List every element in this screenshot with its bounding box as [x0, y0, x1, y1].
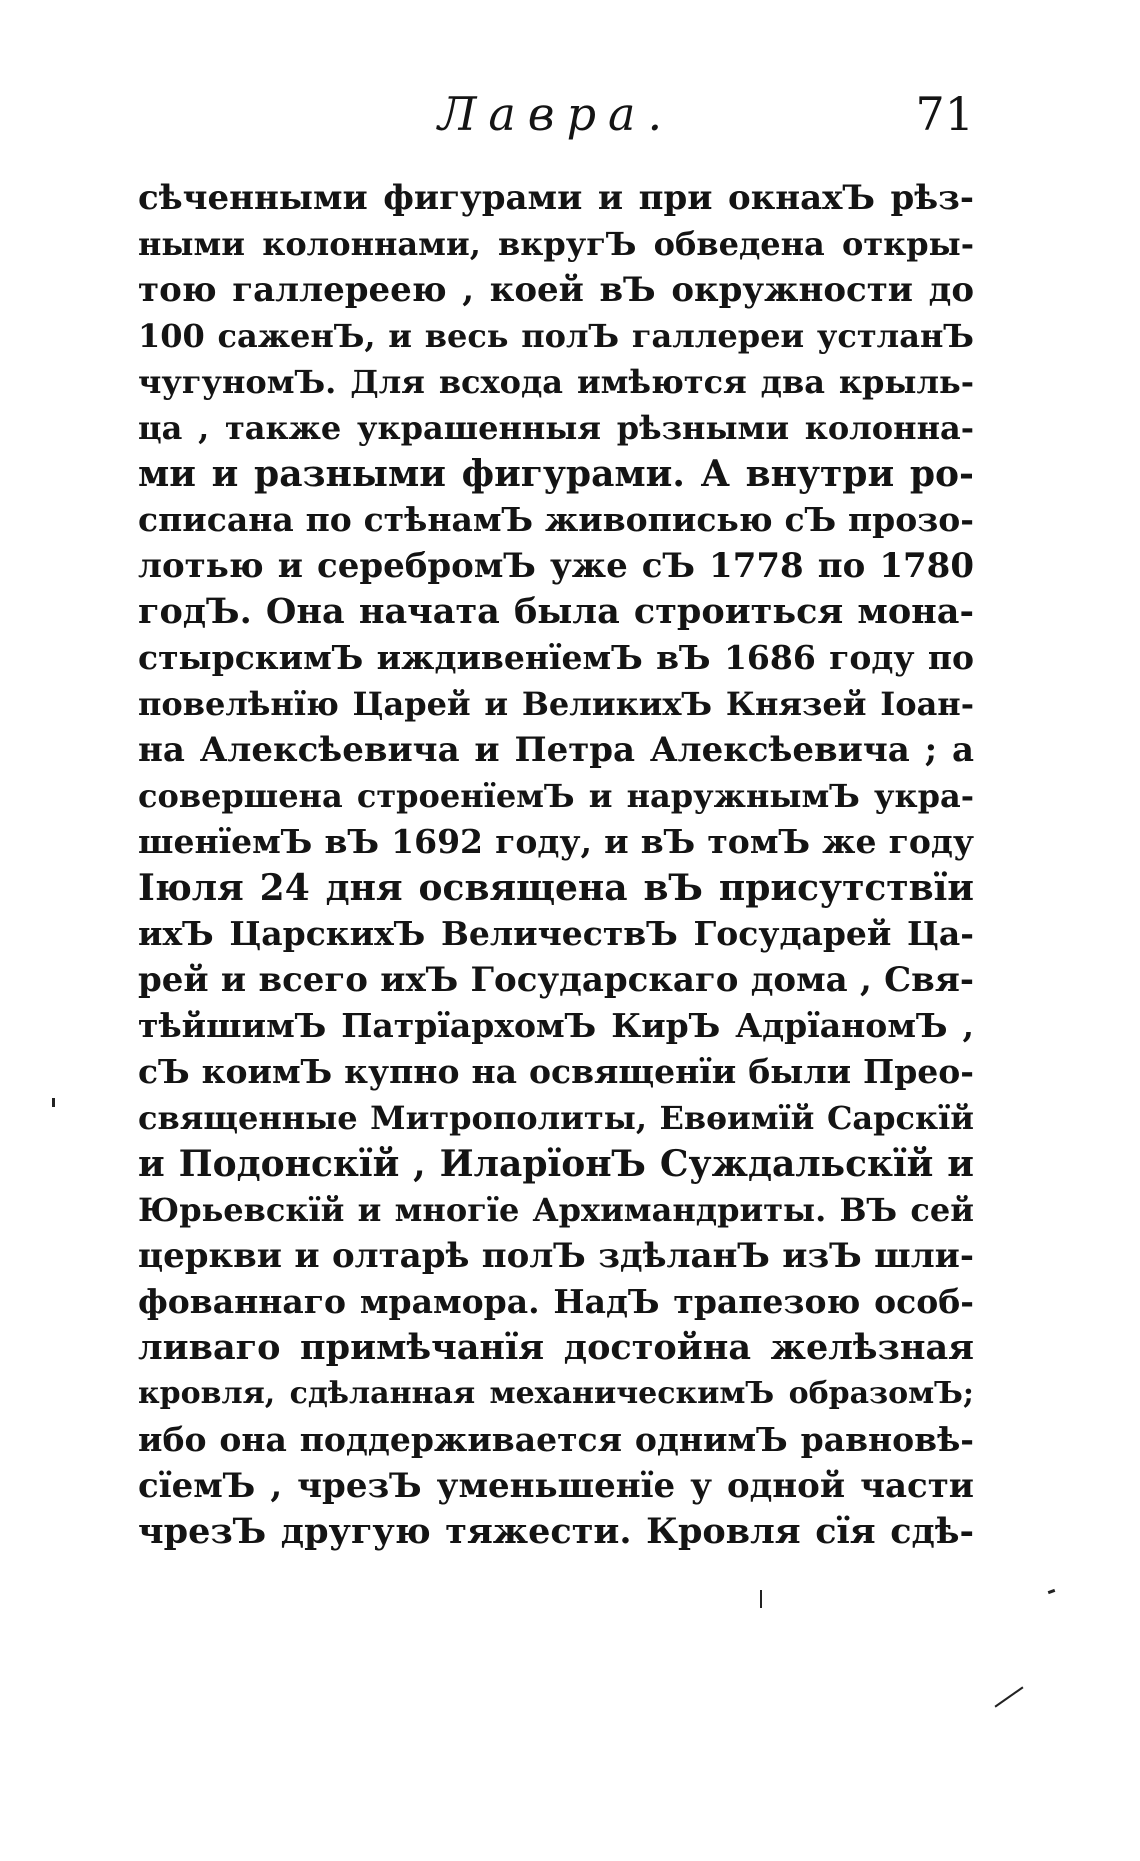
text-line: чугуномЪ. Для всхода имѣются два крыль-: [138, 363, 974, 401]
text-line: 100 саженЪ, и весь полЪ галлереи устланЪ: [138, 317, 974, 355]
text-line: чрезЪ другую тяжести. Кровля сїя сдѣ-: [138, 1511, 974, 1552]
text-line: стырскимЪ иждивенїемЪ вЪ 1686 году по: [138, 638, 974, 677]
text-line: списана по стѣнамЪ живописью сЪ прозо-: [138, 500, 974, 539]
text-line: ихЪ ЦарскихЪ ВеличествЪ Государей Ца-: [138, 914, 974, 953]
ink-speck: [760, 1590, 762, 1608]
text-line: ными колоннами, вкругЪ обведена откры-: [138, 225, 974, 263]
text-line: рей и всего ихЪ Государскаго дома , Свя-: [138, 960, 974, 1000]
ink-speck: [1048, 1589, 1056, 1594]
body-text: [138, 175, 974, 1555]
text-line: и Подонскїй , ИларїонЪ Суждальскїй и: [138, 1143, 974, 1185]
ink-speck: [52, 1098, 55, 1107]
text-line: ибо она поддерживается однимЪ равновѣ-: [138, 1420, 974, 1459]
text-line: священные Митрополиты, Евѳимїй Сарскїй: [138, 1099, 974, 1137]
text-line: шенїемЪ вЪ 1692 году, и вЪ томЪ же году: [138, 822, 974, 861]
text-line: сїемЪ , чрезЪ уменьшенїе у одной части: [138, 1466, 974, 1506]
text-line: лотью и серебромЪ уже сЪ 1778 по 1780: [138, 546, 974, 586]
text-line: тѣйшимЪ ПатрїархомЪ КирЪ АдрїаномЪ ,: [138, 1006, 974, 1045]
page-number: 71: [915, 87, 974, 141]
text-line: фованнаго мрамора. НадЪ трапезою особ-: [138, 1282, 974, 1321]
text-line: Іюля 24 дня освящена вЪ присутствїи: [138, 867, 974, 909]
text-line: на Алексѣевича и Петра Алексѣевича ; а: [138, 730, 974, 770]
text-line: ливаго примѣчанїя достойна желѣзная: [138, 1327, 974, 1368]
text-line: Юрьевскїй и многїе Архимандриты. ВЪ сей: [138, 1191, 974, 1229]
text-line: тою галлереею , коей вЪ окружности до: [138, 270, 974, 310]
running-title: Лавра.: [438, 87, 675, 141]
text-line: ми и разными фигурами. А внутри ро-: [138, 453, 974, 495]
text-line: годЪ. Она начата была строиться мона-: [138, 591, 974, 632]
text-line: ца , также украшенныя рѣзными колонна-: [138, 409, 974, 447]
text-line: сѣченными фигурами и при окнахЪ рѣз-: [138, 178, 974, 218]
text-line: повелѣнїю Царей и ВеликихЪ Князей Іоан-: [138, 685, 974, 723]
text-line: совершена строенїемЪ и наружнымЪ укра-: [138, 777, 974, 815]
running-head: [138, 78, 974, 148]
text-line: кровля, сдѣланная механическимЪ образомЪ;: [138, 1376, 974, 1411]
text-line: церкви и олтарѣ полЪ здѣланЪ изЪ шли-: [138, 1236, 974, 1276]
text-line: сЪ коимЪ купно на освященїи были Прео-: [138, 1052, 974, 1091]
ink-speck: [995, 1686, 1024, 1707]
